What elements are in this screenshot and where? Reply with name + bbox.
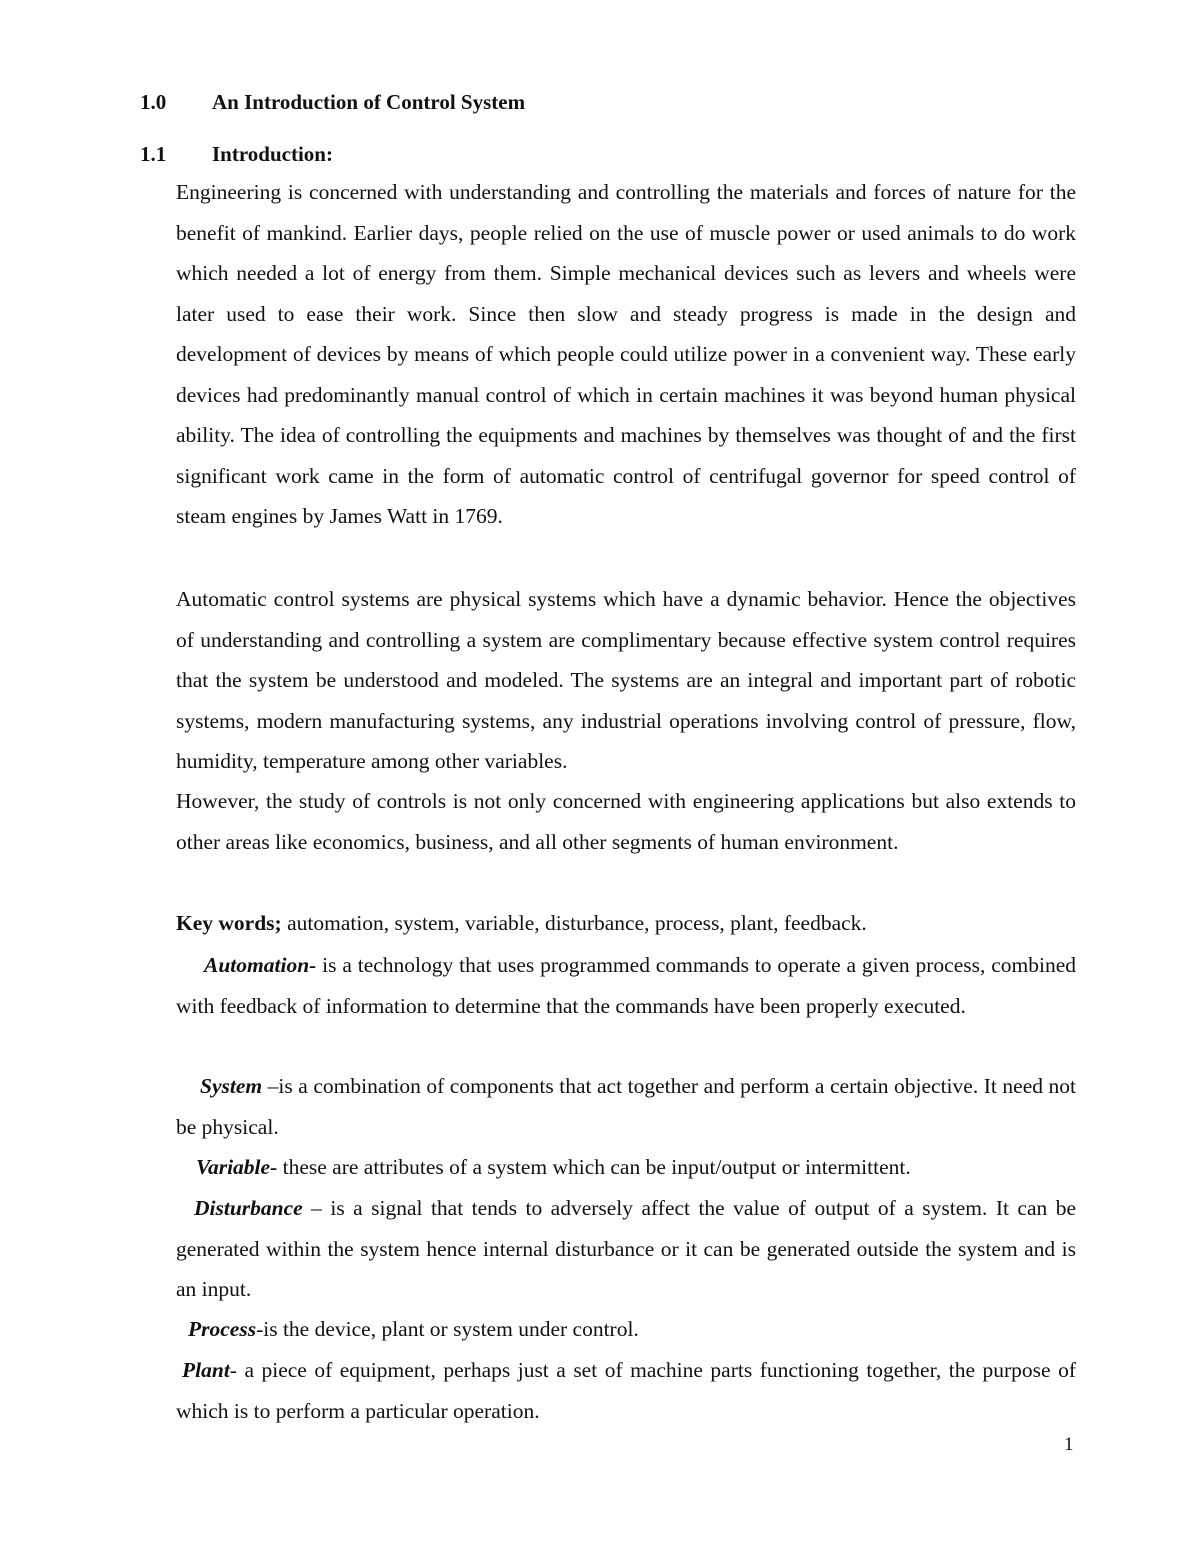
section-title: Introduction: bbox=[212, 142, 333, 166]
definition-term: System bbox=[200, 1074, 263, 1098]
section-heading-1-1 bbox=[140, 141, 333, 167]
definition-term: Automation- bbox=[204, 953, 317, 977]
intro-paragraph: Automatic control systems are physical systems which have a dynamic behavior. Hence the objectives of understanding and controlling a system are complimentary because effective system control requires that the system be understood and modeled. The systems are an integral and important part of robotic systems, modern manufacturing systems, any industrial operations involving control of pressure, flow, humidity, temperature among other variables. bbox=[176, 587, 1076, 773]
definition-plant bbox=[176, 1350, 1076, 1431]
page-number: 1 bbox=[1064, 1434, 1074, 1455]
definition-process bbox=[176, 1309, 1076, 1350]
definition-text: – is a signal that tends to adversely affect the value of output of a system. It can be generated within the system hence internal disturbance or it can be generated outside the system and is an input. bbox=[176, 1196, 1076, 1301]
definition-automation bbox=[176, 945, 1076, 1026]
definition-variable bbox=[176, 1147, 1076, 1188]
definition-text: –is a combination of components that act together and perform a certain objective. It need not be physical. bbox=[176, 1074, 1076, 1139]
definition-term: Plant bbox=[182, 1358, 230, 1382]
definition-term: Variable- bbox=[196, 1155, 278, 1179]
keywords-list: automation, system, variable, disturbance, process, plant, feedback. bbox=[281, 911, 867, 935]
keywords-label: Key words; bbox=[176, 911, 282, 935]
definition-text: - a piece of equipment, perhaps just a set of machine parts functioning together, the purpose of which is to perform a particular operation. bbox=[176, 1358, 1076, 1423]
section-number: 1.0 bbox=[140, 90, 167, 114]
definition-text: -is the device, plant or system under control. bbox=[256, 1317, 639, 1341]
definition-system bbox=[176, 1066, 1076, 1147]
section-heading-1-0 bbox=[140, 89, 525, 115]
intro-paragraph: Engineering is concerned with understanding and controlling the materials and forces of nature for the benefit of mankind. Earlier days, people relied on the use of muscle power or used animals to do work which needed a lot of energy from them. Simple mechanical devices such as levers and wheels were later used to ease their work. Since then slow and steady progress is made in the design and development of devices by means of which people could utilize power in a convenient way. These early devices had predominantly manual control of which in certain machines it was beyond human physical ability. The idea of controlling the equipments and machines by themselves was thought of and the first significant work came in the form of automatic control of centrifugal governor for speed control of steam engines by James Watt in 1769. bbox=[176, 180, 1076, 528]
definition-text: is a technology that uses programmed commands to operate a given process, combined with feedback of information to determine that the commands have been properly executed. bbox=[176, 953, 1076, 1018]
definition-text: these are attributes of a system which can be input/output or intermittent. bbox=[277, 1155, 911, 1179]
section-title: An Introduction of Control System bbox=[212, 90, 526, 114]
keywords-line bbox=[176, 903, 1076, 944]
definition-disturbance bbox=[176, 1188, 1076, 1310]
intro-paragraph: However, the study of controls is not only concerned with engineering applications but also extends to other areas like economics, business, and all other segments of human environment. bbox=[176, 789, 1076, 854]
section-number: 1.1 bbox=[140, 142, 167, 166]
definition-term: Disturbance bbox=[194, 1196, 303, 1220]
definition-term: Process bbox=[188, 1317, 257, 1341]
